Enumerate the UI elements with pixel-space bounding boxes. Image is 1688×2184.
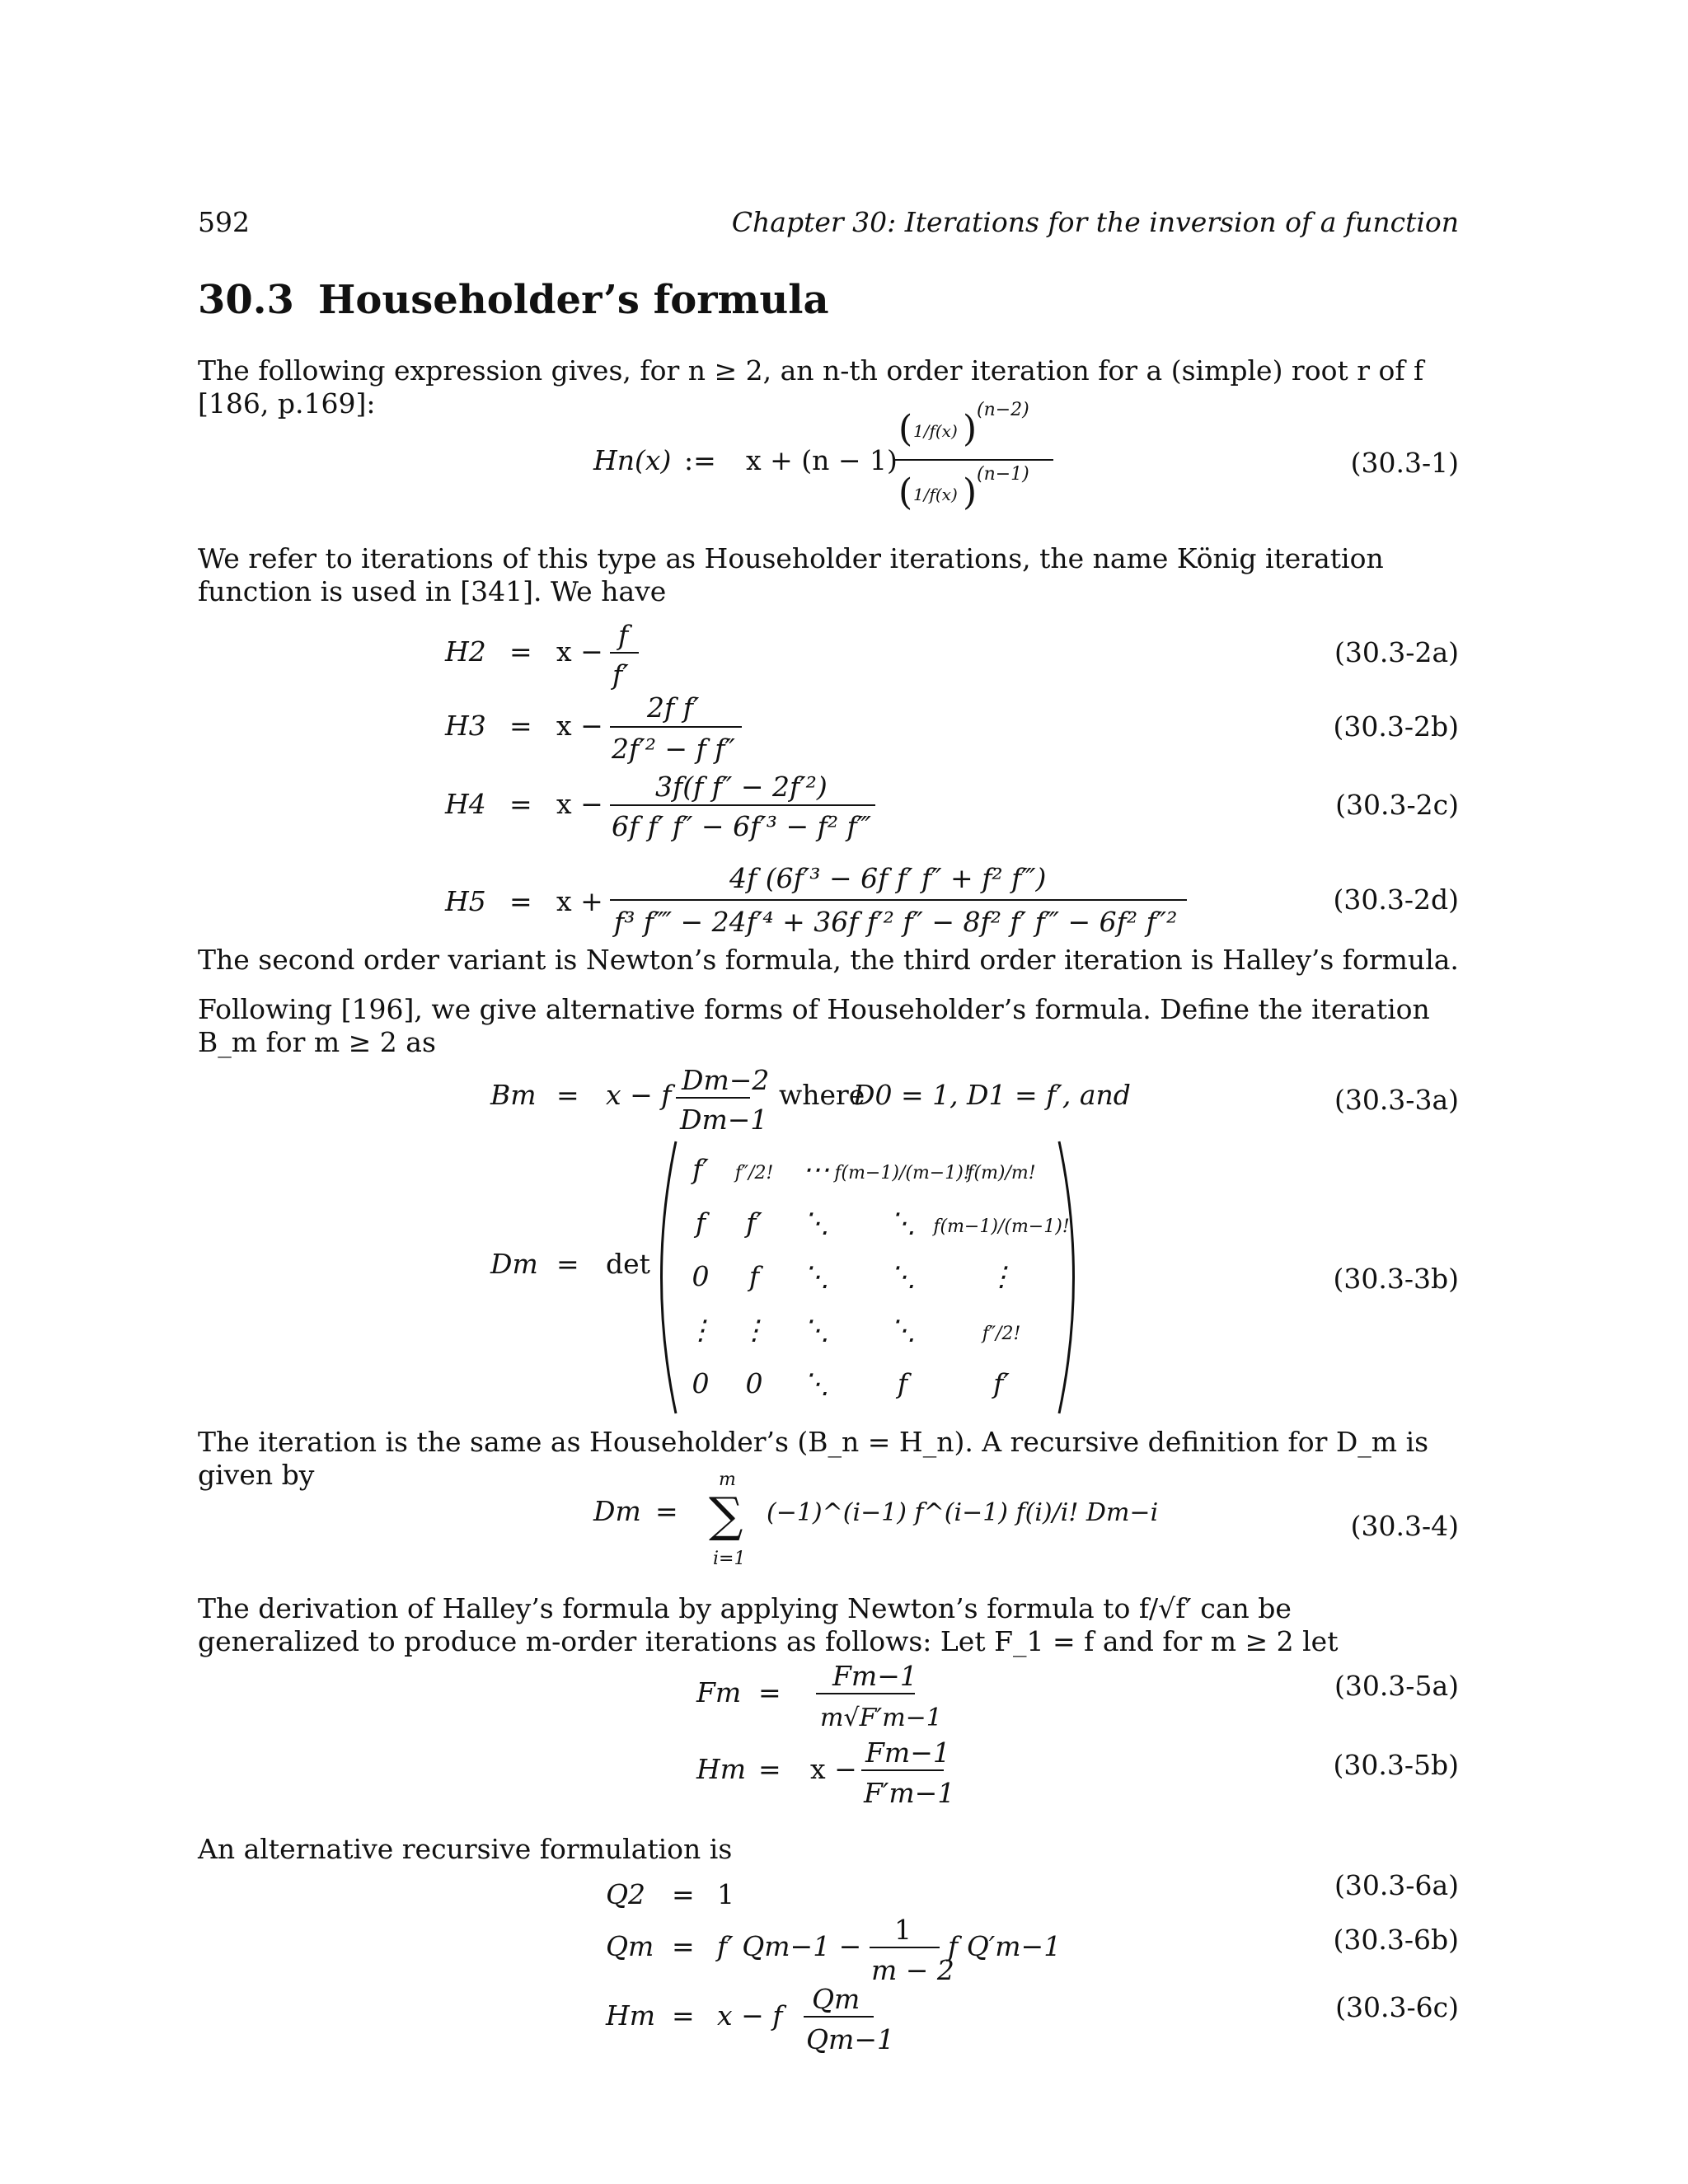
section-title: Householder’s formula [318,277,829,323]
svg-text:6f f′ f″ − 6f′³ − f² f‴: 6f f′ f″ − 6f′³ − f² f‴ [612,810,871,842]
equation-30-3-3b [490,1141,1150,1413]
paragraph-3: The second order variant is Newton’s formula, the third order iteration is Halley’s formula. [198,944,1459,976]
svg-text:m: m [719,1469,736,1490]
matrix-cell: ⋱ [889,1314,917,1346]
svg-text:x −: x − [556,710,603,742]
eq-number-30-3-2b: (30.3-2b) [1333,710,1459,743]
svg-text:F′m−1: F′m−1 [864,1777,955,1809]
matrix-cell: f″/2! [734,1163,774,1183]
eq-number-30-3-4: (30.3-4) [1350,1510,1459,1542]
svg-text:2f f′: 2f f′ [647,691,700,724]
equation-30-3-2b [445,692,1022,766]
svg-text:3f(f f″ − 2f′²): 3f(f f″ − 2f′²) [655,771,828,803]
eq-number-30-3-5b: (30.3-5b) [1333,1749,1459,1781]
eq-number-30-3-3a: (30.3-3a) [1334,1084,1459,1116]
matrix-cell: f′ [746,1207,762,1239]
svg-text:=: = [758,1676,781,1708]
eq1-den-exp: (n−1) [977,464,1029,485]
svg-text:f′: f′ [612,658,629,691]
eq1-den-inner: 1/f(x) [913,485,958,504]
svg-text:x −: x − [556,788,603,820]
matrix-cell: f(m)/m! [967,1163,1036,1183]
matrix-cell: 0 [745,1367,763,1399]
section-number: 30.3 [198,277,294,323]
equation-30-3-4 [593,1467,1170,1574]
matrix-cell: f(m−1)/(m−1)! [933,1216,1070,1237]
equation-30-3-2c [445,768,1104,842]
svg-text:Fm−1: Fm−1 [832,1660,917,1692]
eq-number-30-3-1: (30.3-1) [1350,447,1459,479]
svg-text:Dm−1: Dm−1 [680,1104,768,1136]
eq-number-30-3-2c: (30.3-2c) [1335,789,1459,821]
svg-text:=: = [556,1248,579,1280]
matrix-cell: ⋱ [889,1207,917,1239]
svg-text:=: = [509,885,532,917]
svg-text:2f′² − f f″: 2f′² − f f″ [612,733,735,765]
svg-text:Bm: Bm [490,1079,537,1111]
equation-30-3-6c [606,1980,1018,2062]
svg-text:Fm−1: Fm−1 [865,1736,950,1769]
matrix-cell: f″/2! [982,1324,1021,1344]
svg-text:=: = [556,1079,579,1111]
eq1-num-inner: 1/f(x) [913,421,958,441]
matrix-cell: ⋱ [802,1260,830,1292]
svg-text:Qm: Qm [606,1930,654,1962]
eq1-lhs: Hn(x) [593,444,672,476]
svg-text:=: = [672,1930,695,1962]
svg-text:Hm: Hm [696,1753,747,1785]
eq-number-30-3-6a: (30.3-6a) [1334,1869,1459,1901]
page-number: 592 [198,206,250,238]
svg-text:x −: x − [810,1753,857,1785]
svg-text:(: ( [898,408,913,450]
matrix-cell: ⋱ [802,1314,830,1346]
matrix-cell: ⋯ [802,1153,830,1185]
equation-30-3-5b [696,1733,1109,1816]
equation-30-3-1 [577,400,1154,527]
paragraph-4: Following [196], we give alternative forms of Householder’s formula. Define the iteration B_m for m ≥ 2 as [198,993,1430,1058]
eq-number-30-3-3b: (30.3-3b) [1333,1263,1459,1295]
matrix-cell: ⋮ [687,1314,715,1346]
svg-text:f′ Qm−1 −: f′ Qm−1 − [717,1930,862,1962]
equation-30-3-2a [445,620,940,694]
matrix-cell: f [748,1260,760,1292]
matrix-cell: f′ [692,1153,709,1185]
equation-30-3-2d [445,845,1269,938]
svg-text:Qm: Qm [812,1983,860,2015]
matrix-cell: 0 [692,1367,710,1399]
svg-text:det: det [606,1248,650,1280]
running-title: Chapter 30: Iterations for the inversion of a function [731,206,1459,238]
svg-text:x −: x − [556,635,603,668]
svg-text:f: f [618,619,629,651]
eq1-num-exp: (n−2) [977,400,1029,420]
eq1-prefix: x + (n − 1) [746,444,898,476]
svg-text:where: where [779,1079,865,1111]
eq1-rel: := [684,444,716,476]
svg-text:H4: H4 [445,788,486,820]
svg-text:=: = [509,710,532,742]
svg-text:f³ f⁗ − 24f′⁴ + 36f f′² f″ − 8: f³ f⁗ − 24f′⁴ + 36f f′² f″ − 8f² f′ f‴ − 6f² f″² [614,906,1178,938]
matrix-cell: ⋮ [740,1314,768,1346]
svg-text:(: ( [898,471,913,513]
paragraph-6: The derivation of Halley’s formula by applying Newton’s formula to f/√f′ can be generalized to produce m-order iterations as follows: Let F_1 = f and for m ≥ 2 let [198,1592,1339,1657]
eq-number-30-3-6b: (30.3-6b) [1333,1924,1459,1956]
paragraph-7: An alternative recursive formulation is [198,1833,733,1865]
matrix-cell: f′ [993,1367,1010,1399]
svg-text:): ) [963,408,978,450]
paragraph-1: The following expression gives, for n ≥ 2, an n-th order iteration for a (simple) root r of f [186, p.169]: [198,354,1424,419]
matrix-cell: f [897,1367,908,1399]
paragraph-2: We refer to iterations of this type as Householder iterations, the name König iteration function is used in [341]. We have [198,542,1384,607]
svg-text:D0 = 1, D1 = f′, and: D0 = 1, D1 = f′, and [853,1079,1131,1111]
svg-text:Dm: Dm [593,1495,641,1527]
matrix-cell: ⋱ [802,1367,830,1399]
svg-text:=: = [509,788,532,820]
svg-text:x +: x + [556,885,603,917]
svg-text:m − 2: m − 2 [871,1954,954,1986]
eq-number-30-3-6c: (30.3-6c) [1335,1991,1459,2023]
matrix-cell: f [695,1207,706,1239]
svg-text:=: = [655,1495,678,1527]
svg-text:): ) [963,471,978,513]
svg-text:=: = [758,1753,781,1785]
svg-text:Dm−2: Dm−2 [682,1064,770,1096]
svg-text:Fm: Fm [696,1676,742,1708]
svg-text:4f (6f′³ − 6f f′ f″ + f² f‴): 4f (6f′³ − 6f f′ f″ + f² f‴) [729,862,1047,894]
equation-30-3-5a [696,1657,1109,1739]
paragraph-5: The iteration is the same as Householder’s (B_n = H_n). A recursive definition for D_m is given by [198,1426,1429,1491]
svg-text:m√F′m−1: m√F′m−1 [820,1704,942,1732]
svg-text:=: = [672,1999,695,2032]
matrix-cells [687,1153,1070,1399]
svg-text:i=1: i=1 [713,1549,746,1569]
equation-30-3-3a [490,1063,1315,1146]
matrix-cell: ⋮ [987,1260,1015,1292]
svg-text:=: = [509,635,532,668]
svg-text:1: 1 [717,1878,734,1910]
eq-number-30-3-5a: (30.3-5a) [1334,1670,1459,1702]
svg-text:f Q′m−1: f Q′m−1 [948,1930,1062,1962]
eq-number-30-3-2a: (30.3-2a) [1334,636,1459,668]
svg-text:x − f: x − f [717,1999,783,2032]
svg-text:H3: H3 [445,710,486,742]
eq-number-30-3-2d: (30.3-2d) [1333,883,1459,916]
svg-text:(−1)^(i−1) f^(i−1) f(i)/i! Dm−: (−1)^(i−1) f^(i−1) f(i)/i! Dm−i [767,1498,1159,1527]
svg-text:x − f: x − f [606,1079,672,1111]
svg-text:Hm: Hm [606,1999,656,2032]
svg-text:∑: ∑ [709,1487,743,1543]
matrix-cell: ⋱ [889,1260,917,1292]
svg-text:Qm−1: Qm−1 [806,2023,894,2055]
svg-text:Dm: Dm [490,1248,538,1280]
matrix-cell: f(m−1)/(m−1)! [834,1163,971,1183]
svg-text:=: = [672,1878,695,1910]
matrix-cell: ⋱ [802,1207,830,1239]
matrix-cell: 0 [692,1260,710,1292]
svg-text:Q2: Q2 [606,1878,646,1910]
svg-text:H2: H2 [445,635,486,668]
svg-text:H5: H5 [445,885,486,917]
svg-text:1: 1 [894,1914,912,1946]
